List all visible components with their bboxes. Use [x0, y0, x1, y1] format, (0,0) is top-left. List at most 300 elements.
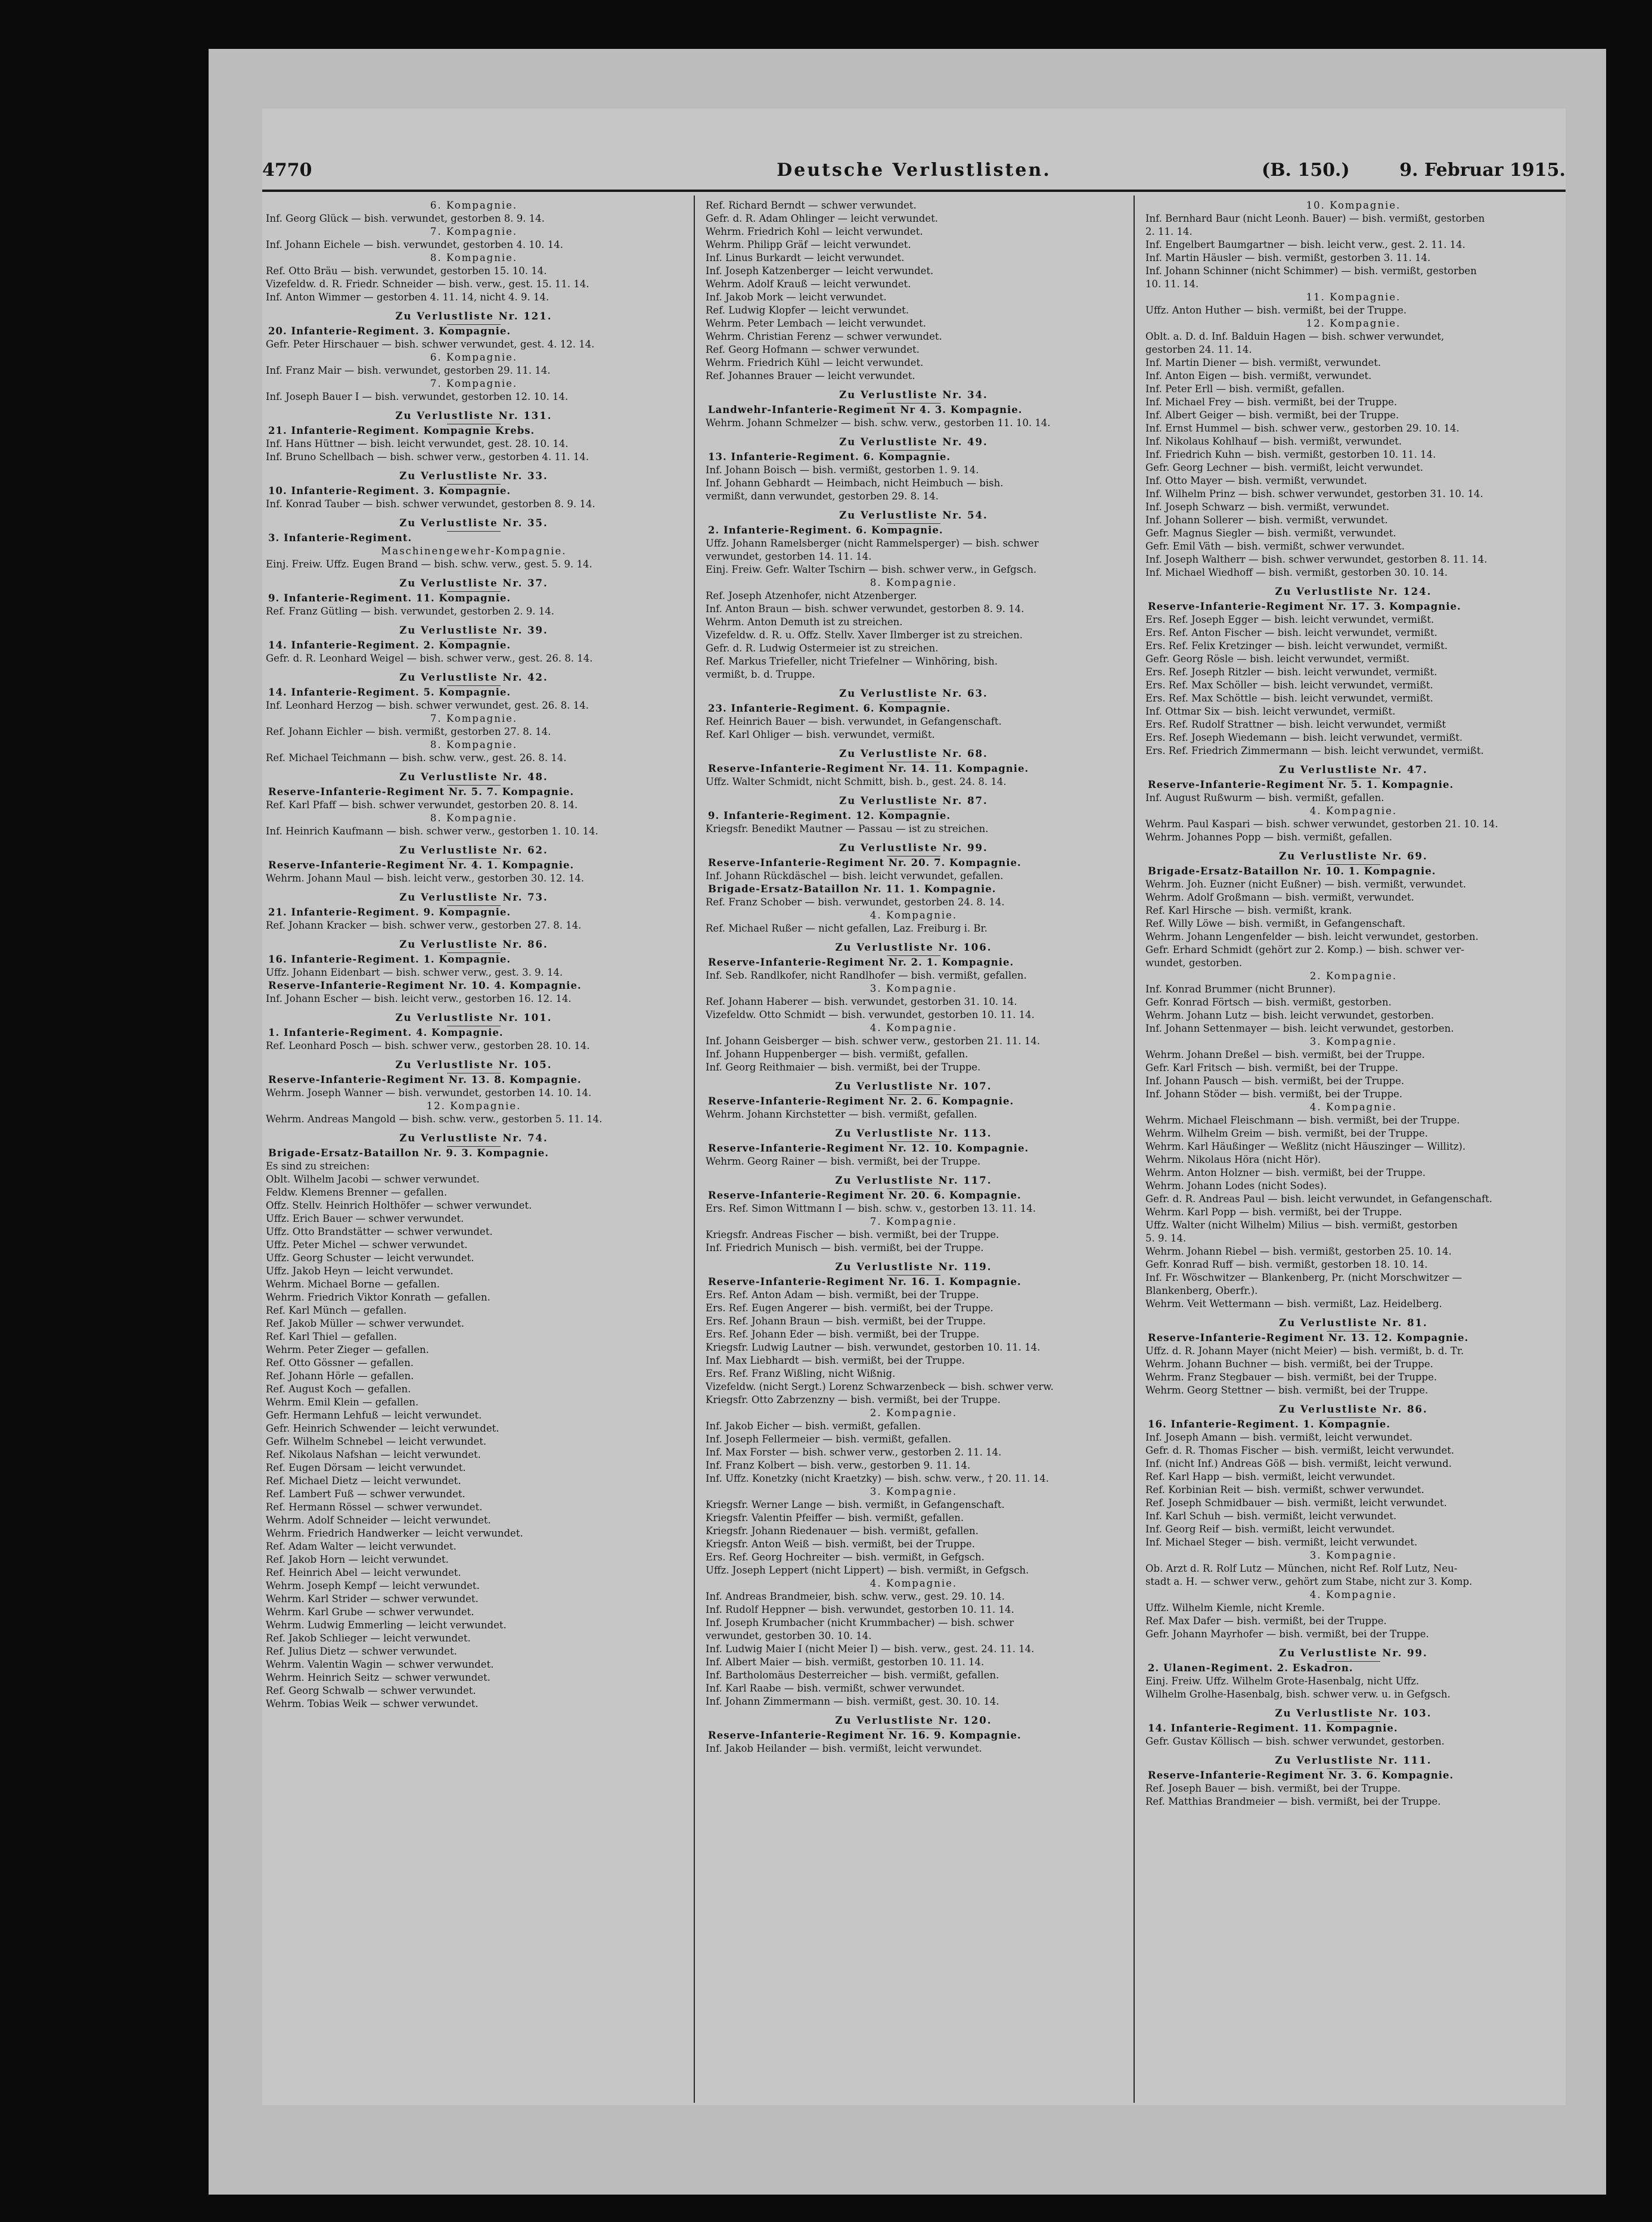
casualty-entry: Ref. Hermann Rössel — schwer verwundet.: [266, 1501, 483, 1513]
casualty-entry: Ref. Richard Berndt — schwer verwundet.: [706, 200, 917, 211]
casualty-entry: verwundet, gestorben 14. 11. 14.: [706, 551, 872, 562]
casualty-entry: Ref. Karl Thiel — gefallen.: [266, 1331, 398, 1342]
casualty-entry: Gefr. Erhard Schmidt (gehört zur 2. Komp.) — bish. schwer ver-: [1145, 944, 1464, 955]
list-heading: Zu Verlustliste Nr. 99.: [1142, 1647, 1565, 1662]
casualty-entry: Inf. Andreas Brandmeier, bish. schw. verw., gest. 29. 10. 14.: [706, 1591, 1005, 1602]
regiment-heading: 21. Infanterie-Regiment. Kompagnie Krebs.: [268, 425, 535, 436]
casualty-entry: Wehrm. Johann Schmelzer — bish. schw. verw., gestorben 11. 10. 14.: [706, 417, 1051, 429]
casualty-entry: Inf. Max Forster — bish. schwer verw., gestorben 2. 11. 14.: [706, 1447, 1002, 1458]
casualty-entry: Wehrm. Andreas Mangold — bish. schw. verw., gestorben 5. 11. 14.: [266, 1113, 603, 1125]
casualty-entry: Inf. Johann Zimmermann — bish. vermißt, gest. 30. 10. 14.: [706, 1696, 999, 1707]
casualty-entry: Inf. Ludwig Maier I (nicht Meier I) — bish. verw., gest. 24. 11. 14.: [706, 1643, 1035, 1655]
casualty-entry: Einj. Freiw. Uffz. Eugen Brand — bish. schw. verw., gest. 5. 9. 14.: [266, 558, 592, 570]
casualty-entry: Inf. Karl Schuh — bish. vermißt, leicht verwundet.: [1145, 1510, 1397, 1522]
casualty-entry: Inf. Konrad Brummer (nicht Brunner).: [1145, 983, 1336, 995]
casualty-entry: Ref. Georg Hofmann — schwer verwundet.: [706, 344, 920, 355]
casualty-entry: Ref. Leonhard Posch — bish. schwer verw., gestorben 28. 10. 14.: [266, 1040, 590, 1051]
casualty-entry: Wehrm. Anton Demuth ist zu streichen.: [706, 616, 903, 628]
casualty-entry: Kriegsfr. Valentin Pfeiffer — bish. vermißt, gefallen.: [706, 1512, 964, 1523]
casualty-entry: Wehrm. Georg Rainer — bish. vermißt, bei der Truppe.: [706, 1156, 981, 1167]
casualty-entry: Inf. Konrad Tauber — bish. schwer verwundet, gestorben 8. 9. 14.: [266, 498, 595, 510]
casualty-entry: Ref. Karl Münch — gefallen.: [266, 1305, 407, 1316]
list-heading: Zu Verlustliste Nr. 87.: [702, 795, 1125, 809]
casualty-entry: Ref. Johann Haberer — bish. verwundet, gestorben 31. 10. 14.: [706, 996, 1017, 1007]
casualty-entry: vermißt, b. d. Truppe.: [706, 669, 815, 680]
casualty-entry: Ers. Ref. Franz Wißling, nicht Wißnig.: [706, 1368, 896, 1379]
casualty-entry: Wehrm. Nikolaus Höra (nicht Hör).: [1145, 1154, 1321, 1165]
casualty-entry: Inf. Linus Burkardt — leicht verwundet.: [706, 252, 905, 263]
casualty-entry: Gefr. Georg Lechner — bish. vermißt, leicht verwundet.: [1145, 462, 1424, 473]
casualty-entry: Wehrm. Philipp Gräf — leicht verwundet.: [706, 239, 911, 250]
casualty-entry: Gefr. Konrad Förtsch — bish. vermißt, gestorben.: [1145, 997, 1392, 1008]
casualty-entry: Ref. Johann Hörle — gefallen.: [266, 1370, 414, 1382]
casualty-entry: Inf. Otto Mayer — bish. vermißt, verwundet.: [1145, 475, 1367, 486]
casualty-entry: Einj. Freiw. Gefr. Walter Tschirn — bish. schwer verw., in Gefgsch.: [706, 564, 1037, 575]
casualty-entry: Inf. Joseph Schwarz — bish. vermißt, verwundet.: [1145, 501, 1390, 513]
casualty-entry: Wehrm. Johann Buchner — bish. vermißt, bei der Truppe.: [1145, 1358, 1433, 1370]
list-heading: Zu Verlustliste Nr. 103.: [1142, 1707, 1565, 1722]
casualty-entry: Kriegsfr. Ludwig Lautner — bish. verwundet, gestorben 10. 11. 14.: [706, 1342, 1041, 1353]
casualty-entry: Inf. Friedrich Kuhn — bish. vermißt, gestorben 10. 11. 14.: [1145, 449, 1436, 460]
casualty-entry: Inf. Nikolaus Kohlhauf — bish. vermißt, verwundet.: [1145, 436, 1402, 447]
regiment-heading: 16. Infanterie-Regiment. 1. Kompagnie.: [1148, 1419, 1391, 1430]
casualty-entry: Ref. August Koch — gefallen.: [266, 1383, 411, 1395]
casualty-entry: Ers. Ref. Anton Fischer — bish. leicht verwundet, vermißt.: [1145, 627, 1437, 638]
list-heading: Zu Verlustliste Nr. 81.: [1142, 1317, 1565, 1332]
casualty-entry: Ers. Ref. Johann Braun — bish. vermißt, bei der Truppe.: [706, 1315, 986, 1327]
company-heading: 7. Kompagnie.: [870, 1216, 958, 1227]
list-heading: Zu Verlustliste Nr. 62.: [262, 844, 685, 859]
regiment-heading: Reserve-Infanterie-Regiment Nr. 13. 8. Kompagnie.: [268, 1074, 582, 1085]
company-heading: 3. Kompagnie.: [870, 983, 958, 994]
company-heading: 2. Kompagnie.: [870, 1407, 958, 1419]
casualty-entry: Wehrm. Joseph Kempf — leicht verwundet.: [266, 1580, 480, 1591]
casualty-entry: Ers. Ref. Friedrich Zimmermann — bish. leicht verwundet, vermißt.: [1145, 745, 1484, 756]
casualty-entry: Wehrm. Georg Stettner — bish. vermißt, bei der Truppe.: [1145, 1385, 1429, 1396]
casualty-entry: Wehrm. Karl Popp — bish. vermißt, bei der Truppe.: [1145, 1206, 1402, 1218]
casualty-entry: Gefr. Karl Fritsch — bish. vermißt, bei der Truppe.: [1145, 1062, 1399, 1073]
regiment-heading: 3. Infanterie-Regiment.: [268, 532, 412, 544]
casualty-entry: Wehrm. Peter Lembach — leicht verwundet.: [706, 318, 926, 329]
casualty-entry: Ref. Eugen Dörsam — leicht verwundet.: [266, 1462, 466, 1473]
casualty-entry: Wilhelm Grolhe-Hasenbalg, bish. schwer verw. u. in Gefgsch.: [1145, 1689, 1451, 1700]
casualty-entry: Ers. Ref. Johann Eder — bish. vermißt, bei der Truppe.: [706, 1329, 980, 1340]
regiment-heading: 9. Infanterie-Regiment. 12. Kompagnie.: [708, 810, 951, 821]
regiment-heading: 2. Infanterie-Regiment. 6. Kompagnie.: [708, 525, 943, 536]
casualty-entry: Ref. Willy Löwe — bish. vermißt, in Gefangenschaft.: [1145, 918, 1406, 929]
company-heading: 4. Kompagnie.: [1309, 805, 1398, 817]
publication-title: Deutsche Verlustlisten.: [777, 160, 1051, 181]
regiment-heading: Reserve-Infanterie-Regiment Nr. 17. 3. Kompagnie.: [1148, 601, 1461, 612]
casualty-entry: Offz. Stellv. Heinrich Holthöfer — schwer verwundet.: [266, 1200, 532, 1211]
casualty-entry: Wehrm. Johann Riebel — bish. vermißt, gestorben 25. 10. 14.: [1145, 1246, 1452, 1257]
casualty-entry: Wehrm. Peter Zieger — gefallen.: [266, 1344, 429, 1355]
list-heading: Zu Verlustliste Nr. 101.: [262, 1011, 685, 1026]
casualty-entry: Inf. Johann Settenmayer — bish. leicht verwundet, gestorben.: [1145, 1023, 1454, 1034]
casualty-entry: Uffz. Joseph Leppert (nicht Lippert) — bish. vermißt, in Gefgsch.: [706, 1565, 1029, 1576]
casualty-entry: Inf. Jakob Heilander — bish. vermißt, leicht verwundet.: [706, 1743, 982, 1754]
company-heading: 8. Kompagnie.: [430, 252, 518, 263]
casualty-entry: Wehrm. Friedrich Viktor Konrath — gefallen.: [266, 1292, 490, 1303]
casualty-entry: Inf. Johann Geisberger — bish. schwer verw., gestorben 21. 11. 14.: [706, 1035, 1041, 1047]
casualty-entry: Inf. Joseph Fellermeier — bish. vermißt, gefallen.: [706, 1433, 952, 1445]
casualty-entry: Ref. Markus Triefeller, nicht Triefelner — Winhöring, bish.: [706, 656, 998, 667]
regiment-heading: Brigade-Ersatz-Bataillon Nr. 9. 3. Kompagnie.: [268, 1147, 549, 1159]
casualty-entry: Uffz. Jakob Heyn — leicht verwundet.: [266, 1265, 454, 1277]
casualty-entry: Uffz. Otto Brandstätter — schwer verwundet.: [266, 1226, 493, 1237]
column-divider: [1134, 195, 1135, 2103]
casualty-entry: Inf. Johann Schinner (nicht Schimmer) — bish. vermißt, gestorben: [1145, 265, 1477, 277]
casualty-entry: Inf. Leonhard Herzog — bish. schwer verwundet, gest. 26. 8. 14.: [266, 700, 589, 711]
casualty-entry: Inf. Johann Escher — bish. leicht verw., gestorben 16. 12. 14.: [266, 993, 572, 1004]
regiment-heading: 10. Infanterie-Regiment. 3. Kompagnie.: [268, 485, 511, 496]
casualty-entry: Ers. Ref. Georg Hochreiter — bish. vermißt, in Gefgsch.: [706, 1551, 985, 1563]
casualty-entry: Uffz. d. R. Johann Mayer (nicht Meier) — bish. vermißt, b. d. Tr.: [1145, 1345, 1464, 1357]
casualty-entry: Ref. Michael Dietz — leicht verwundet.: [266, 1475, 461, 1486]
casualty-entry: Inf. Engelbert Baumgartner — bish. leicht verw., gest. 2. 11. 14.: [1145, 239, 1465, 250]
list-heading: Zu Verlustliste Nr. 63.: [702, 687, 1125, 702]
list-heading: Zu Verlustliste Nr. 48.: [262, 771, 685, 786]
regiment-heading: Reserve-Infanterie-Regiment Nr. 3. 6. Kompagnie.: [1148, 1770, 1454, 1781]
company-heading: 8. Kompagnie.: [870, 577, 958, 588]
casualty-entry: Gefr. Konrad Ruff — bish. vermißt, gestorben 18. 10. 14.: [1145, 1259, 1428, 1270]
regiment-heading: 9. Infanterie-Regiment. 11. Kompagnie.: [268, 592, 511, 604]
regiment-heading: 14. Infanterie-Regiment. 11. Kompagnie.: [1148, 1723, 1398, 1734]
casualty-entry: Inf. Georg Glück — bish. verwundet, gestorben 8. 9. 14.: [266, 213, 545, 224]
casualty-entry: Ref. Ludwig Klopfer — leicht verwundet.: [706, 305, 909, 316]
casualty-entry: Inf. Heinrich Kaufmann — bish. schwer verw., gestorben 1. 10. 14.: [266, 826, 598, 837]
casualty-entry: Gefr. d. R. Leonhard Weigel — bish. schwer verw., gest. 26. 8. 14.: [266, 653, 593, 664]
casualty-entry: Inf. Michael Wiedhoff — bish. vermißt, gestorben 30. 10. 14.: [1145, 567, 1448, 578]
casualty-entry: Inf. Joseph Bauer I — bish. verwundet, gestorben 12. 10. 14.: [266, 391, 569, 402]
casualty-entry: Uffz. Johann Eidenbart — bish. schwer verw., gest. 3. 9. 14.: [266, 967, 563, 978]
regiment-heading: Reserve-Infanterie-Regiment Nr. 5. 7. Kompagnie.: [268, 786, 575, 797]
casualty-entry: Inf. Albert Maier — bish. vermißt, gestorben 10. 11. 14.: [706, 1656, 985, 1668]
casualty-entry: Inf. Johann Sollerer — bish. vermißt, verwundet.: [1145, 514, 1388, 526]
casualty-entry: Wehrm. Karl Häußinger — Weßlitz (nicht Häuszinger — Willitz).: [1145, 1141, 1466, 1152]
casualty-entry: Wehrm. Christian Ferenz — schwer verwundet.: [706, 331, 942, 342]
casualty-entry: wundet, gestorben.: [1145, 957, 1243, 969]
list-heading: Zu Verlustliste Nr. 69.: [1142, 850, 1565, 865]
list-heading: Zu Verlustliste Nr. 74.: [262, 1132, 685, 1147]
casualty-entry: Ref. Max Dafer — bish. vermißt, bei der Truppe.: [1145, 1615, 1387, 1627]
casualty-entry: Inf. Jakob Eicher — bish. vermißt, gefallen.: [706, 1420, 921, 1432]
casualty-entry: Inf. Georg Reithmaier — bish. vermißt, bei der Truppe.: [706, 1062, 981, 1073]
list-heading: Zu Verlustliste Nr. 73.: [262, 891, 685, 906]
casualty-entry: Kriegsfr. Otto Zabrzenzny — bish. vermißt, bei der Truppe.: [706, 1394, 1001, 1405]
casualty-entry: Ref. Matthias Brandmeier — bish. vermißt, bei der Truppe.: [1145, 1796, 1441, 1807]
casualty-entry: Ers. Ref. Rudolf Strattner — bish. leicht verwundet, vermißt: [1145, 719, 1446, 730]
list-heading: Zu Verlustliste Nr. 113.: [702, 1127, 1125, 1142]
casualty-entry: Gefr. Hermann Lehfuß — leicht verwundet.: [266, 1410, 482, 1421]
casualty-entry: Inf. Peter Erll — bish. vermißt, gefallen.: [1145, 383, 1345, 395]
casualty-entry: Inf. Anton Eigen — bish. vermißt, verwundet.: [1145, 370, 1372, 381]
casualty-entry: Gefr. d. R. Adam Ohlinger — leicht verwundet.: [706, 213, 938, 224]
casualty-entry: Inf. Ottmar Six — bish. leicht verwundet, vermißt.: [1145, 706, 1396, 717]
casualty-entry: Ref. Karl Happ — bish. vermißt, leicht verwundet.: [1145, 1471, 1396, 1482]
casualty-entry: Ref. Jakob Müller — schwer verwundet.: [266, 1318, 465, 1329]
company-heading: 7. Kompagnie.: [430, 226, 518, 237]
casualty-entry: Wehrm. Karl Grube — schwer verwundet.: [266, 1606, 474, 1618]
list-heading: Zu Verlustliste Nr. 107.: [702, 1080, 1125, 1095]
company-heading: 4. Kompagnie.: [870, 1022, 958, 1034]
casualty-entry: Inf. Bruno Schellbach — bish. schwer verw., gestorben 4. 11. 14.: [266, 451, 589, 463]
regiment-heading: 23. Infanterie-Regiment. 6. Kompagnie.: [708, 703, 951, 714]
casualty-entry: Inf. Wilhelm Prinz — bish. schwer verwundet, gestorben 31. 10. 14.: [1145, 488, 1483, 499]
company-heading: 10. Kompagnie.: [1306, 200, 1401, 211]
company-heading: 4. Kompagnie.: [870, 1578, 958, 1589]
casualty-entry: Ref. Lambert Fuß — schwer verwundet.: [266, 1488, 465, 1500]
casualty-entry: 10. 11. 14.: [1145, 278, 1199, 290]
casualty-entry: Inf. Martin Häusler — bish. vermißt, gestorben 3. 11. 14.: [1145, 252, 1431, 263]
column-1: [262, 199, 685, 2094]
casualty-entry: Inf. Michael Steger — bish. vermißt, leicht verwundet.: [1145, 1537, 1418, 1548]
casualty-entry: Wehrm. Johann Lodes (nicht Sodes).: [1145, 1180, 1327, 1191]
company-heading: 6. Kompagnie.: [430, 352, 518, 363]
casualty-entry: Wehrm. Adolf Schneider — leicht verwundet.: [266, 1515, 491, 1526]
casualty-entry: Ref. Heinrich Abel — leicht verwundet.: [266, 1567, 461, 1578]
regiment-heading: 13. Infanterie-Regiment. 6. Kompagnie.: [708, 451, 951, 463]
casualty-entry: Inf. Hans Hüttner — bish. leicht verwundet, gest. 28. 10. 14.: [266, 438, 569, 449]
list-heading: Zu Verlustliste Nr. 86.: [1142, 1403, 1565, 1418]
casualty-entry: Ref. Joseph Schmidbauer — bish. vermißt, leicht verwundet.: [1145, 1497, 1447, 1509]
casualty-entry: Ref. Heinrich Bauer — bish. verwundet, in Gefangenschaft.: [706, 716, 1002, 727]
casualty-entry: Inf. Bernhard Baur (nicht Leonh. Bauer) — bish. vermißt, gestorben: [1145, 213, 1485, 224]
casualty-entry: Gefr. Peter Hirschauer — bish. schwer verwundet, gest. 4. 12. 14.: [266, 339, 595, 350]
company-heading: 11. Kompagnie.: [1306, 291, 1401, 303]
casualty-entry: Wehrm. Adolf Großmann — bish. vermißt, verwundet.: [1145, 892, 1414, 903]
casualty-entry: Inf. August Rußwurm — bish. vermißt, gefallen.: [1145, 792, 1384, 803]
casualty-entry: Wehrm. Johann Kirchstetter — bish. vermißt, gefallen.: [706, 1109, 977, 1120]
casualty-entry: Ref. Johannes Brauer — leicht verwundet.: [706, 370, 915, 381]
casualty-entry: Wehrm. Johann Lengenfelder — bish. leicht verwundet, gestorben.: [1145, 931, 1479, 942]
list-heading: Zu Verlustliste Nr. 37.: [262, 577, 685, 592]
casualty-entry: Gefr. d. R. Andreas Paul — bish. leicht verwundet, in Gefangenschaft.: [1145, 1193, 1493, 1205]
casualty-entry: Gefr. Georg Rösle — bish. leicht verwundet, vermißt.: [1145, 653, 1410, 665]
company-heading: 4. Kompagnie.: [1309, 1589, 1398, 1600]
regiment-heading: Landwehr-Infanterie-Regiment Nr 4. 3. Kompagnie.: [708, 404, 1023, 415]
company-heading: 12. Kompagnie.: [426, 1100, 521, 1112]
newspaper-page: [262, 108, 1566, 2105]
company-heading: 3. Kompagnie.: [870, 1486, 958, 1497]
casualty-entry: Uffz. Erich Bauer — schwer verwundet.: [266, 1213, 464, 1224]
casualty-entry: Inf. Johann Rückdäschel — bish. leicht verwundet, gefallen.: [706, 870, 1004, 882]
casualty-entry: Inf. Georg Reif — bish. vermißt, leicht verwundet.: [1145, 1523, 1395, 1535]
casualty-entry: Wehrm. Johann Dreßel — bish. vermißt, bei der Truppe.: [1145, 1049, 1425, 1060]
list-heading: Zu Verlustliste Nr. 35.: [262, 517, 685, 532]
casualty-entry: 2. 11. 14.: [1145, 226, 1193, 237]
casualty-entry: Vizefeldw. Otto Schmidt — bish. verwundet, gestorben 10. 11. 14.: [706, 1009, 1035, 1020]
date-text: 9. Februar 1915.: [1399, 160, 1566, 181]
list-heading: Zu Verlustliste Nr. 117.: [702, 1174, 1125, 1189]
casualty-entry: Inf. Johann Pausch — bish. vermißt, bei der Truppe.: [1145, 1075, 1405, 1087]
casualty-entry: Inf. Anton Wimmer — gestorben 4. 11. 14, nicht 4. 9. 14.: [266, 291, 549, 303]
casualty-entry: Inf. Joseph Amann — bish. vermißt, leicht verwundet.: [1145, 1432, 1413, 1443]
list-heading: Zu Verlustliste Nr. 54.: [702, 509, 1125, 524]
regiment-heading: Reserve-Infanterie-Regiment Nr. 4. 1. Kompagnie.: [268, 859, 575, 871]
company-heading: 7. Kompagnie.: [430, 378, 518, 389]
casualty-entry: Gefr. d. R. Ludwig Ostermeier ist zu streichen.: [706, 643, 939, 654]
casualty-entry: Gefr. Magnus Siegler — bish. vermißt, verwundet.: [1145, 527, 1396, 539]
casualty-entry: Gefr. Johann Mayrhofer — bish. vermißt, bei der Truppe.: [1145, 1628, 1429, 1640]
casualty-entry: Wehrm. Joh. Euzner (nicht Eußner) — bish. vermißt, verwundet.: [1145, 879, 1467, 890]
casualty-entry: Wehrm. Friedrich Kohl — leicht verwundet.: [706, 226, 923, 237]
casualty-entry: Ers. Ref. Max Schöller — bish. leicht verwundet, vermißt.: [1145, 679, 1433, 691]
casualty-entry: Inf. Johann Boisch — bish. vermißt, gestorben 1. 9. 14.: [706, 464, 979, 476]
company-heading: 8. Kompagnie.: [430, 739, 518, 750]
casualty-entry: Uffz. Johann Ramelsberger (nicht Rammelsperger) — bish. schwer: [706, 538, 1039, 549]
casualty-entry: Ers. Ref. Simon Wittmann I — bish. schw. v., gestorben 13. 11. 14.: [706, 1203, 1036, 1214]
casualty-entry: Wehrm. Adolf Krauß — leicht verwundet.: [706, 278, 911, 290]
regiment-heading: 21. Infanterie-Regiment. 9. Kompagnie.: [268, 907, 511, 918]
casualty-entry: Vizefeldw. d. R. u. Offz. Stellv. Xaver Ilmberger ist zu streichen.: [706, 629, 1023, 641]
casualty-entry: Kriegsfr. Anton Weiß — bish. vermißt, bei der Truppe.: [706, 1538, 976, 1550]
casualty-entry: stadt a. H. — schwer verw., gehört zum Stabe, nicht zur 3. Komp.: [1145, 1576, 1473, 1587]
casualty-entry: Wehrm. Johann Maul — bish. leicht verw., gestorben 30. 12. 14.: [266, 873, 585, 884]
list-heading: Zu Verlustliste Nr. 39.: [262, 624, 685, 639]
regiment-heading: Reserve-Infanterie-Regiment Nr. 5. 1. Kompagnie.: [1148, 779, 1454, 790]
casualty-entry: Uffz. Wilhelm Kiemle, nicht Kremle.: [1145, 1602, 1325, 1613]
regiment-heading: Reserve-Infanterie-Regiment Nr. 14. 11. Kompagnie.: [708, 763, 1029, 774]
list-heading: Zu Verlustliste Nr. 47.: [1142, 764, 1565, 778]
casualty-entry: Gefr. d. R. Thomas Fischer — bish. vermißt, leicht verwundet.: [1145, 1445, 1455, 1456]
casualty-entry: 5. 9. 14.: [1145, 1233, 1187, 1244]
casualty-entry: Inf. Michael Frey — bish. vermißt, bei der Truppe.: [1145, 396, 1398, 408]
regiment-heading: 14. Infanterie-Regiment. 5. Kompagnie.: [268, 687, 511, 698]
casualty-entry: gestorben 24. 11. 14.: [1145, 344, 1252, 355]
casualty-entry: Ers. Ref. Max Schöttle — bish. leicht verwundet, vermißt.: [1145, 693, 1433, 704]
list-heading: Zu Verlustliste Nr. 86.: [262, 938, 685, 953]
list-heading: Zu Verlustliste Nr. 106.: [702, 941, 1125, 956]
list-heading: Zu Verlustliste Nr. 99.: [702, 842, 1125, 856]
regiment-heading: Reserve-Infanterie-Regiment Nr. 2. 1. Kompagnie.: [708, 957, 1014, 968]
casualty-entry: Ers. Ref. Felix Kretzinger — bish. leicht verwundet, vermißt.: [1145, 640, 1448, 651]
list-heading: Zu Verlustliste Nr. 120.: [702, 1714, 1125, 1729]
regiment-heading: Reserve-Infanterie-Regiment Nr. 12. 10. Kompagnie.: [708, 1143, 1029, 1154]
casualty-entry: Ref. Michael Teichmann — bish. schw. verw., gest. 26. 8. 14.: [266, 752, 567, 764]
casualty-entry: Uffz. Georg Schuster — leicht verwundet.: [266, 1252, 474, 1264]
casualty-entry: Wehrm. Friedrich Kühl — leicht verwundet.: [706, 357, 924, 368]
casualty-entry: Oblt. a. D. d. Inf. Balduin Hagen — bish. schwer verwundet,: [1145, 331, 1445, 342]
regiment-heading: Reserve-Infanterie-Regiment Nr. 20. 6. Kompagnie.: [708, 1190, 1021, 1201]
company-heading: 7. Kompagnie.: [430, 713, 518, 724]
casualty-entry: Inf. Friedrich Munisch — bish. vermißt, bei der Truppe.: [706, 1242, 984, 1253]
casualty-entry: Ref. Joseph Bauer — bish. vermißt, bei der Truppe.: [1145, 1783, 1401, 1794]
casualty-entry: Wehrm. Franz Stegbauer — bish. vermißt, bei der Truppe.: [1145, 1371, 1437, 1383]
column-divider: [694, 195, 695, 2103]
page-number: 4770: [262, 160, 312, 181]
casualty-entry: Inf. Jakob Mork — leicht verwundet.: [706, 291, 887, 303]
casualty-entry: Wehrm. Johann Lutz — bish. leicht verwundet, gestorben.: [1145, 1010, 1434, 1021]
company-heading: 12. Kompagnie.: [1306, 318, 1401, 329]
casualty-entry: Wehrm. Heinrich Seitz — schwer verwundet.: [266, 1672, 490, 1683]
regiment-heading: Reserve-Infanterie-Regiment Nr. 10. 4. Kompagnie.: [268, 980, 582, 991]
casualty-entry: verwundet, gestorben 30. 10. 14.: [706, 1630, 872, 1641]
casualty-entry: Inf. Albert Geiger — bish. vermißt, bei der Truppe.: [1145, 409, 1399, 421]
casualty-entry: Ref. Karl Pfaff — bish. schwer verwundet, gestorben 20. 8. 14.: [266, 799, 578, 811]
casualty-entry: Vizefeldw. d. R. Friedr. Schneider — bish. verw., gest. 15. 11. 14.: [266, 278, 589, 290]
header-rule: [262, 190, 1566, 192]
casualty-entry: Wehrm. Karl Strider — schwer verwundet.: [266, 1593, 479, 1605]
page-header: [262, 160, 1566, 184]
list-heading: Zu Verlustliste Nr. 68.: [702, 747, 1125, 762]
casualty-entry: Inf. Ernst Hummel — bish. schwer verw., gestorben 29. 10. 14.: [1145, 423, 1460, 434]
regiment-heading: Reserve-Infanterie-Regiment Nr. 16. 9. Kompagnie.: [708, 1730, 1021, 1741]
casualty-entry: Gefr. Emil Väth — bish. vermißt, schwer verwundet.: [1145, 541, 1405, 552]
regiment-heading: Brigade-Ersatz-Bataillon Nr. 10. 1. Kompagnie.: [1148, 865, 1436, 877]
casualty-entry: Ers. Ref. Joseph Ritzler — bish. leicht verwundet, vermißt.: [1145, 666, 1437, 678]
list-heading: Zu Verlustliste Nr. 34.: [702, 389, 1125, 404]
company-heading: 6. Kompagnie.: [430, 200, 518, 211]
casualty-entry: Inf. (nicht Inf.) Andreas Göß — bish. vermißt, leicht verwund.: [1145, 1458, 1452, 1469]
regiment-heading: Reserve-Infanterie-Regiment Nr. 13. 12. Kompagnie.: [1148, 1332, 1469, 1343]
list-heading: Zu Verlustliste Nr. 121.: [262, 310, 685, 325]
company-heading: 8. Kompagnie.: [430, 812, 518, 824]
casualty-entry: Ref. Nikolaus Nafshan — leicht verwundet.: [266, 1449, 481, 1460]
casualty-entry: Inf. Seb. Randlkofer, nicht Randlhofer — bish. vermißt, gefallen.: [706, 970, 1027, 981]
company-heading: 4. Kompagnie.: [870, 910, 958, 921]
list-heading: Zu Verlustliste Nr. 33.: [262, 470, 685, 485]
casualty-entry: Uffz. Peter Michel — schwer verwundet.: [266, 1239, 468, 1250]
casualty-entry: Inf. Johann Gebhardt — Heimbach, nicht Heimbuch — bish.: [706, 477, 1004, 489]
casualty-entry: Ob. Arzt d. R. Rolf Lutz — München, nicht Ref. Rolf Lutz, Neu-: [1145, 1563, 1458, 1574]
regiment-heading: 14. Infanterie-Regiment. 2. Kompagnie.: [268, 640, 511, 651]
list-heading: Zu Verlustliste Nr. 119.: [702, 1261, 1125, 1276]
casualty-entry: Wehrm. Ludwig Emmerling — leicht verwundet.: [266, 1619, 507, 1631]
casualty-entry: Kriegsfr. Benedikt Mautner — Passau — ist zu streichen.: [706, 823, 989, 834]
casualty-entry: Ers. Ref. Joseph Wiedemann — bish. leicht verwundet, vermißt.: [1145, 732, 1463, 743]
casualty-entry: Wehrm. Wilhelm Greim — bish. vermißt, bei der Truppe.: [1145, 1128, 1428, 1139]
casualty-entry: Ref. Julius Dietz — schwer verwundet.: [266, 1646, 457, 1657]
casualty-entry: Ref. Joseph Atzenhofer, nicht Atzenberger.: [706, 590, 917, 601]
list-heading: Zu Verlustliste Nr. 105.: [262, 1059, 685, 1073]
regiment-heading: Reserve-Infanterie-Regiment Nr. 16. 1. Kompagnie.: [708, 1276, 1021, 1287]
regiment-heading: Reserve-Infanterie-Regiment Nr. 2. 6. Kompagnie.: [708, 1096, 1014, 1107]
casualty-entry: Ref. Adam Walter — leicht verwundet.: [266, 1541, 457, 1552]
regiment-heading: Brigade-Ersatz-Bataillon Nr. 11. 1. Kompagnie.: [708, 883, 996, 895]
casualty-entry: Ref. Georg Schwalb — schwer verwundet.: [266, 1685, 476, 1696]
casualty-entry: Es sind zu streichen:: [266, 1160, 370, 1172]
casualty-entry: Wehrm. Tobias Weik — schwer verwundet.: [266, 1698, 479, 1709]
casualty-entry: Ref. Franz Schober — bish. verwundet, gestorben 24. 8. 14.: [706, 896, 1005, 908]
casualty-entry: Gefr. Heinrich Schwender — leicht verwundet.: [266, 1423, 499, 1434]
casualty-entry: Gefr. Wilhelm Schnebel — leicht verwundet.: [266, 1436, 487, 1447]
casualty-entry: Ref. Korbinian Reit — bish. vermißt, schwer verwundet.: [1145, 1484, 1424, 1495]
casualty-entry: Kriegsfr. Johann Riedenauer — bish. vermißt, gefallen.: [706, 1525, 979, 1537]
casualty-entry: Ref. Karl Hirsche — bish. vermißt, krank.: [1145, 905, 1352, 916]
casualty-entry: Ref. Karl Ohliger — bish. verwundet, vermißt.: [706, 729, 935, 740]
casualty-entry: Inf. Max Liebhardt — bish. vermißt, bei der Truppe.: [706, 1355, 965, 1366]
casualty-entry: Inf. Uffz. Konetzky (nicht Kraetzky) — bish. schw. verw., † 20. 11. 14.: [706, 1473, 1049, 1484]
casualty-entry: Wehrm. Valentin Wagin — schwer verwundet.: [266, 1659, 494, 1670]
scanned-page: [209, 49, 1606, 2195]
casualty-entry: Kriegsfr. Andreas Fischer — bish. vermißt, bei der Truppe.: [706, 1229, 999, 1240]
casualty-entry: Uffz. Walter Schmidt, nicht Schmitt, bish. b., gest. 24. 8. 14.: [706, 776, 1007, 787]
casualty-entry: Wehrm. Anton Holzner — bish. vermißt, bei der Truppe.: [1145, 1167, 1426, 1178]
casualty-entry: Wehrm. Emil Klein — gefallen.: [266, 1396, 419, 1408]
casualty-entry: Wehrm. Michael Borne — gefallen.: [266, 1278, 440, 1290]
list-heading: Zu Verlustliste Nr. 124.: [1142, 585, 1565, 600]
company-heading: 4. Kompagnie.: [1309, 1101, 1398, 1113]
casualty-entry: Inf. Fr. Wöschwitzer — Blankenberg, Pr. (nicht Morschwitzer —: [1145, 1272, 1462, 1283]
company-heading: 3. Kompagnie.: [1309, 1036, 1398, 1047]
issue-date: [1262, 160, 1566, 181]
casualty-entry: Ref. Otto Bräu — bish. verwundet, gestorben 15. 10. 14.: [266, 265, 547, 277]
casualty-entry: Inf. Bartholomäus Desterreicher — bish. vermißt, gefallen.: [706, 1669, 999, 1681]
casualty-entry: Uffz. Anton Huther — bish. vermißt, bei der Truppe.: [1145, 305, 1407, 316]
casualty-entry: Inf. Johann Eichele — bish. verwundet, gestorben 4. 10. 14.: [266, 239, 564, 250]
casualty-entry: Ers. Ref. Anton Adam — bish. vermißt, bei der Truppe.: [706, 1289, 979, 1301]
